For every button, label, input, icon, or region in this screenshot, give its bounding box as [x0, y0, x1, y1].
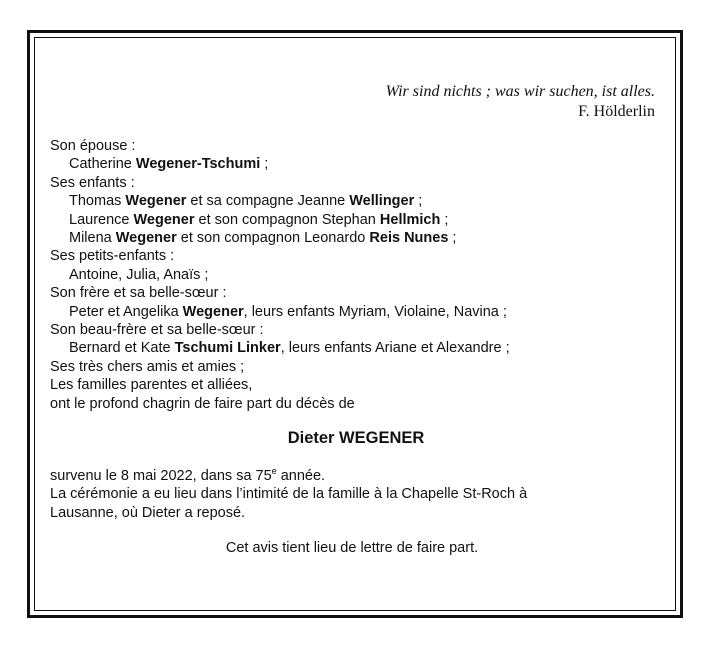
brother-first: Peter et Angelika	[69, 303, 183, 320]
details-block	[50, 467, 527, 522]
family-list	[50, 137, 510, 413]
spouse-first: Catherine	[69, 156, 136, 173]
child1-end: ;	[414, 193, 423, 210]
grandchildren-label: Ses petits-enfants :	[50, 248, 175, 265]
child1-mid: et sa compagne Jeanne	[186, 193, 350, 210]
child-line-1	[50, 192, 510, 210]
inlaws-label: Son beau-frère et sa belle-sœur :	[50, 322, 264, 339]
epigraph-text: Wir sind nichts ; was wir suchen, ist alles.	[385, 83, 655, 100]
date-line-end: année.	[276, 468, 326, 484]
date-line	[50, 467, 527, 485]
inlaws-end: , leurs enfants Ariane et Alexandre ;	[280, 340, 510, 357]
child2-end: ;	[440, 211, 449, 228]
children-label: Ses enfants :	[50, 174, 135, 191]
brother-last: Wegener	[182, 303, 244, 320]
brother-line	[50, 303, 510, 321]
date-line-start: survenu le 8 mai 2022, dans sa 75	[50, 468, 272, 484]
spouse-label: Son épouse :	[50, 138, 136, 154]
epigraph-author: F. Hölderlin	[578, 103, 655, 120]
closing-note: Cet avis tient lieu de lettre de faire part.	[225, 540, 479, 556]
spouse-last: Wegener-Tschumi	[135, 156, 261, 173]
inlaws-line	[50, 339, 510, 357]
child-line-3	[50, 229, 510, 247]
inlaws-first: Bernard et Kate	[69, 340, 175, 357]
brother-label: Son frère et sa belle-sœur :	[50, 285, 227, 302]
ceremony-line-2: Lausanne, où Dieter a reposé.	[50, 504, 246, 521]
child2-partner-last: Hellmich	[379, 211, 441, 228]
spouse-end: ;	[260, 156, 269, 173]
child3-end: ;	[448, 230, 457, 247]
child3-last: Wegener	[115, 230, 177, 247]
inlaws-last: Tschumi Linker	[174, 340, 281, 357]
date-line-sup: e	[271, 466, 277, 477]
families-line: Les familles parentes et alliées,	[50, 377, 253, 394]
spouse-line	[50, 155, 510, 173]
ceremony-line-1: La cérémonie a eu lieu dans l’intimité de la famille à la Chapelle St-Roch à	[50, 486, 528, 503]
child3-first: Milena	[69, 230, 116, 247]
child2-mid: et son compagnon Stephan	[194, 211, 380, 228]
child2-last: Wegener	[133, 211, 195, 228]
child3-mid: et son compagnon Leonardo	[176, 230, 370, 247]
child1-partner-last: Wellinger	[349, 193, 415, 210]
brother-end: , leurs enfants Myriam, Violaine, Navina ;	[243, 303, 507, 320]
child1-first: Thomas	[69, 193, 126, 210]
announce-line: ont le profond chagrin de faire part du décès de	[50, 395, 355, 412]
grandchildren-line: Antoine, Julia, Anaïs ;	[69, 266, 209, 283]
deceased-name: Dieter WEGENER	[287, 429, 425, 447]
epigraph	[386, 82, 655, 122]
child-line-2	[50, 211, 510, 229]
child2-first: Laurence	[69, 211, 134, 228]
child1-last: Wegener	[125, 193, 187, 210]
friends-line: Ses très chers amis et amies ;	[50, 358, 245, 375]
child3-partner-last: Reis Nunes	[369, 230, 449, 247]
